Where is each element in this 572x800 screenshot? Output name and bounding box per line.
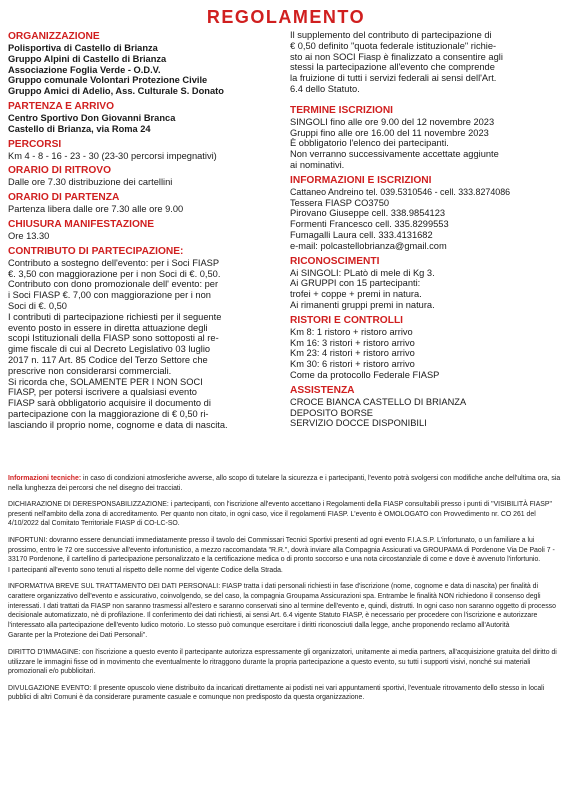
section-heading: TERMINE ISCRIZIONI: [290, 104, 394, 116]
contact-line: Fumagalli Laura cell. 333.4131682: [290, 229, 433, 240]
contributo-line: lasciando il proprio nome, cognome e data di nascita.: [8, 419, 228, 430]
riconoscimenti-line: Ai SINGOLI: PLatò di mele di Kg 3.: [290, 267, 435, 278]
right-column: [290, 30, 562, 433]
assistenza-line: DEPOSITO BORSE: [290, 407, 374, 418]
contributo-line: gime fiscale di cui al Decreto Legislativo 03 luglio: [8, 344, 211, 355]
contributo-line: prescrive non considerarsi commerciali.: [8, 365, 172, 376]
contributo-line: 2017 n. 117 Art. 85 Codice del Terzo Settore che: [8, 354, 208, 365]
contributo-line: i Soci FIASP €. 7,00 con maggiorazione per i non: [8, 290, 211, 301]
section-heading: RICONOSCIMENTI: [290, 255, 380, 267]
contributo-line: FIASP sarà obbligatorio acquisire il documento di: [8, 398, 211, 409]
infortuni-paragraph: INFORTUNI: dovranno essere denunciati immediatamente presso il tavolo dei Commissari Tecnici Sportivi presenti ad ogni evento F.I.A.S.P. L'infortunato, o un familiare a lui prossimo, entro le 72 ore successive all'evento infortunistico, a mezzo raccomandata "R.R.", dovrà inviare alla Compagnia Assicurati va GROUPAMA di Pordenone Via De Paoli 7 - 33170 Pordenone, il cartellino di partecipazione personalizzato e la certificazione medica o di pronto soccorso e una nota circostanziale di come e dove è avvenuto l'infortunio.: [8, 536, 555, 564]
privacy-paragraph: INFORMATIVA BREVE SUL TRATTAMENTO DEI DATI PERSONALI: FIASP tratta i dati personali richiesti in fase d'iscrizione (nome, cognome e data di nascita) per finalità di carattere organizzativo dell'evento e assicurativo, coinvolgendo, se del caso, la compagnia Groupama Assicurazioni spa. Entrambe le finalità NON richiedono il consenso degli interessati. I dati trattati da FIASP non saranno trasmessi all'estero e saranno conservati sino al termine dell'evento e, quindi, distrutti. In ogni caso non saranno oggetto di processo decisionale automatizzato, nè di profilazione. Il conferimento dei dati richiesti, ai sensi Art. 6.4 vigente Statuto FIASP, è necessario per procedere con l'iscrizione e autorizzare l'interessato alla partecipazione dell'evento ludico motorio. Lo stesso può comunque esercitare i diritti riconosciuti dalla legge, anche proponendo reclamo all'Autorità: [8, 583, 556, 629]
section-heading: ASSISTENZA: [290, 384, 355, 396]
contributo-line: €. 3,50 con maggiorazione per i non Soci di €. 0,50.: [8, 268, 221, 279]
info-tecniche: [8, 474, 564, 493]
section-organizzazione: [8, 31, 280, 97]
section-termine: [290, 105, 562, 171]
contact-line: Cattaneo Andreino tel. 039.5310546 - cell. 333.8274086: [290, 186, 511, 197]
divulgazione-paragraph: DIVULGAZIONE EVENTO: Il presente opuscolo viene distribuito da incaricati direttamente ai podisti nei vari appuntamenti sportivi, l'eventuale ritrovamento dello stesso in locali pubblici di altri Comuni è da considerare puramente casuale e comunque non predisposto da questa organizzazione.: [8, 684, 545, 702]
section-heading: RISTORI E CONTROLLI: [290, 314, 404, 326]
section-ristori: [290, 315, 562, 381]
ritrovo-line: Dalle ore 7.30 distribuzione dei cartellini: [8, 177, 173, 188]
section-partenza-arrivo: [8, 101, 280, 135]
diritto-immagine-paragraph: DIRITTO D'IMMAGINE: con l'iscrizione a questo evento il partecipante autorizza espressamente gli organizzatori, unitamente ai media partners, all'acquisizione gratuita del diritto di utilizzare le immagini fisse od in movimento che eventualmente lo ritraggono durante la propria partecipazione a questo evento, su tutti i supporti visivi, nonché sui materiali promozionali e/o pubblicitari.: [8, 648, 557, 676]
org-line: Gruppo Alpini di Castello di Brianza: [8, 53, 167, 64]
section-heading: ORARIO DI RITROVO: [8, 165, 112, 177]
supplemento-line: € 0,50 definito "quota federale istituzionale" richie-: [290, 40, 497, 51]
contributo-line: scopi Istituzionali della FIASP sono sottoposti al re-: [8, 333, 219, 344]
section-heading: CHIUSURA MANIFESTAZIONE: [8, 218, 155, 230]
privacy-note: Garante per la Protezione dei Dati Personali".: [8, 632, 148, 640]
org-line: Polisportiva di Castello di Brianza: [8, 43, 158, 53]
section-riconoscimenti: [290, 256, 562, 311]
termine-line: Gruppi fino alle ore 16.00 del 11 novembre 2023: [290, 127, 489, 138]
riconoscimenti-line: Ai GRUPPI con 15 partecipanti:: [290, 278, 421, 289]
left-column: [8, 30, 280, 435]
section-chiusura: [8, 219, 280, 242]
contact-line: Formenti Francesco cell. 335.8299553: [290, 219, 449, 230]
page-title: REGOLAMENTO: [206, 7, 366, 27]
section-heading: CONTRIBUTO DI PARTECIPAZIONE:: [8, 245, 184, 257]
supplemento-line: stessi la partecipazione all'evento che comprende: [290, 62, 495, 73]
supplemento-line: Il supplemento del contributo di partecipazione di: [290, 30, 492, 40]
section-orario-partenza: [8, 192, 280, 215]
supplemento-line: 6.4 dello Statuto.: [290, 83, 360, 94]
ristori-line: Km 23: 4 ristori + ristoro arrivo: [290, 348, 415, 359]
contributo-line: Contributo con dono promozionale dell' evento: per: [8, 279, 219, 290]
ristori-line: Km 16: 3 ristori + ristoro arrivo: [290, 337, 415, 348]
section-heading: ORARIO DI PARTENZA: [8, 192, 120, 204]
assistenza-line: SERVIZIO DOCCE DISPONIBILI: [290, 418, 427, 429]
supplemento-line: sto ai non SOCI Fiasp è finalizzato a consentire agli: [290, 51, 503, 62]
contributo-line: Soci di €. 0,50: [8, 300, 67, 311]
ristori-line: Come da protocollo Federale FIASP: [290, 369, 440, 380]
contributo-line: FIASP, per potersi iscrivere a qualsiasi evento: [8, 387, 197, 398]
location-line: Castello di Brianza, via Roma 24: [8, 123, 151, 134]
contact-line: Pirovano Giuseppe cell. 338.9854123: [290, 208, 446, 219]
contributo-line: partecipazione con la maggiorazione di € 0,50 ri-: [8, 408, 209, 419]
org-line: Associazione Foglia Verde - O.D.V.: [8, 64, 161, 75]
ristori-line: Km 30: 6 ristori + ristoro arrivo: [290, 359, 415, 370]
termine-line: Non verranno successivamente accettate aggiunte: [290, 149, 499, 160]
termine-line: SINGOLI fino alle ore 9.00 del 12 novembre 2023: [290, 116, 495, 127]
email-link[interactable]: e-mail: polcastellobrianza@gmail.com: [290, 240, 447, 251]
org-line: Gruppo Amici di Adelio, Ass. Culturale S. Donato: [8, 86, 224, 97]
section-heading: PARTENZA E ARRIVO: [8, 100, 115, 112]
assistenza-line: CROCE BIANCA CASTELLO DI BRIANZA: [290, 396, 467, 407]
section-heading: ORGANIZZAZIONE: [8, 31, 100, 42]
org-line: Gruppo comunale Volontari Protezione Civile: [8, 75, 208, 86]
infortuni-note: I partecipanti all'evento sono tenuti al rispetto delle norme del vigente Codice della Strada.: [8, 566, 283, 574]
section-orario-ritrovo: [8, 165, 280, 188]
location-line: Centro Sportivo Don Giovanni Branca: [8, 112, 176, 123]
section-informazioni: [290, 175, 562, 252]
section-supplemento: [290, 30, 562, 95]
percorsi-line: Km 4 - 8 - 16 - 23 - 30 (23-30 percorsi impegnativi): [8, 150, 217, 161]
partenza-line: Partenza libera dalle ore 7.30 alle ore 9.00: [8, 204, 184, 215]
section-heading: INFORMAZIONI E ISCRIZIONI: [290, 174, 432, 186]
section-heading: PERCORSI: [8, 138, 62, 150]
termine-line: ai nominativi.: [290, 159, 345, 170]
contributo-line: Si ricorda che, SOLAMENTE PER I NON SOCI: [8, 376, 203, 387]
dichiarazione-paragraph: DICHIARAZIONE DI DERESPONSABILIZZAZIONE: i partecipanti, con l'iscrizione all'evento accettano i Regolamenti della FIASP consultabili presso i punti di "VISIBILITÀ FIASP" presenti nell'ambito della zona di accreditamento. Per quanto non citato, in ogni caso, vice il regolamenti FIASP. L'evento è OMOLOGATO con Provvedimento nr. CO 261 del 4/10/2022 dal Comitato Territoriale FIASP di CO-LC-SO.: [8, 501, 552, 528]
chiusura-line: Ore 13.30: [8, 230, 50, 241]
contributo-line: I contributi di partecipazione richiesti per il seguente: [8, 311, 222, 322]
ristori-line: Km 8: 1 ristoro + ristoro arrivo: [290, 326, 413, 337]
riconoscimenti-line: Ai rimanenti gruppi premi in natura.: [290, 299, 435, 310]
info-tecniche-label: Informazioni tecniche:: [8, 475, 82, 482]
info-tecniche-text: in caso di condizioni atmosferiche avverse, allo scopo di tutelare la sicurezza e i partecipanti, l'evento potrà svolgersi con modifiche anche dell'ultima ora, sia nella lunghezza dei percorsi che nel disegno dei tracciati.: [8, 475, 561, 492]
section-assistenza: [290, 385, 562, 429]
section-contributo: [8, 246, 280, 431]
section-percorsi: [8, 139, 280, 162]
contributo-line: Contributo a sostegno dell'evento: per i Soci FIASP: [8, 257, 220, 268]
riconoscimenti-line: trofei + coppe + premi in natura.: [290, 289, 422, 300]
termine-line: È obbligatorio l'elenco dei partecipanti.: [290, 138, 449, 149]
fine-print: [8, 474, 564, 710]
contributo-line: evento posto in essere in diretta attuazione degli: [8, 322, 208, 333]
contact-line: Tessera FIASP CO3750: [290, 197, 390, 208]
supplemento-line: la fruizione di tutti i servizi federali ai sensi dell'Art.: [290, 73, 497, 84]
